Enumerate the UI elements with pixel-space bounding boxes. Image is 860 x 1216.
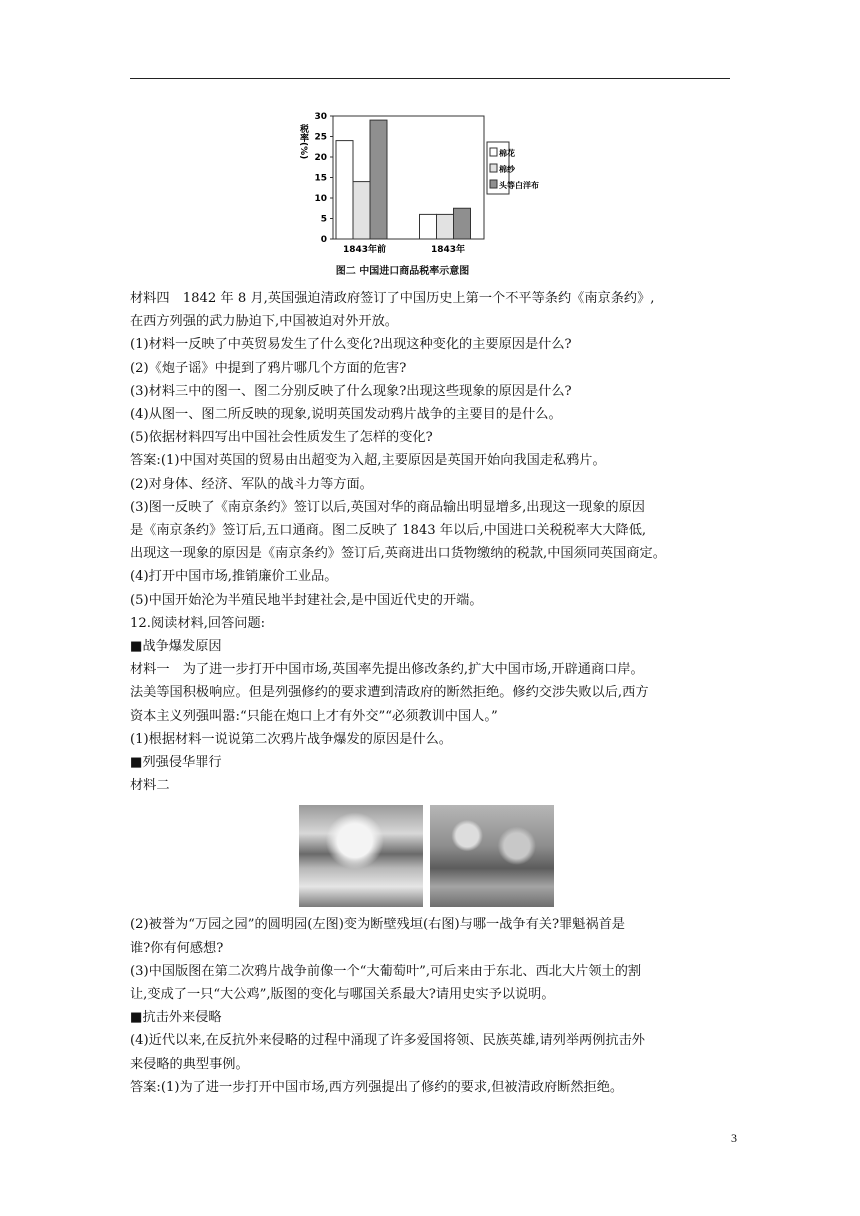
question-line: 让,变成了一只“大公鸡”,版图的变化与哪国关系最大?请用史实予以说明。 (130, 987, 555, 1003)
bar-棉纱 (437, 214, 454, 239)
question-line: (4)从图一、图二所反映的现象,说明英国发动鸦片战争的主要目的是什么。 (130, 407, 562, 423)
yuanmingyuan-before-photo (299, 805, 423, 907)
yuanmingyuan-ruins-photo (430, 805, 554, 907)
bar-棉花 (420, 214, 437, 239)
legend-swatch (490, 180, 497, 188)
answer-line: (5)中国开始沦为半殖民地半封建社会,是中国近代史的开端。 (130, 592, 483, 608)
legend-label: 头等白洋布 (499, 181, 539, 190)
y-tick-label: 15 (314, 173, 327, 184)
question-line: (2)被誉为“万园之园”的圆明园(左图)变为断壁残垣(右图)与哪一战争有关?罪魁祸首是 (130, 917, 625, 933)
header-rule (130, 78, 730, 79)
bar-棉纱 (353, 182, 370, 239)
question-line: (1)材料一反映了中英贸易发生了什么变化?出现这种变化的主要原因是什么? (130, 337, 572, 353)
photo-pair (299, 805, 740, 909)
answer-line: 出现这一现象的原因是《南京条约》签订后,英商进出口货物缴纳的税款,中国须同英国商定。 (130, 546, 666, 562)
y-tick-label: 0 (320, 235, 327, 245)
tax-rate-chart (295, 110, 539, 277)
question-line: 谁?你有何感想? (130, 940, 224, 956)
y-tick-label: 30 (314, 112, 327, 122)
section-heading: ■抗击外来侵略 (130, 1010, 222, 1026)
text-line: 在西方列强的武力胁迫下,中国被迫对外开放。 (130, 314, 398, 330)
question-line: 来侵略的典型事例。 (130, 1056, 249, 1072)
document-body (130, 287, 740, 1099)
question-line: (1)根据材料一说说第二次鸦片战争爆发的原因是什么。 (130, 731, 452, 747)
question-line: (3)材料三中的图一、图二分别反映了什么现象?出现这些现象的原因是什么? (130, 383, 572, 399)
chart-title: 图二 中国进口商品税率示意图 (335, 266, 470, 277)
answer-line: (2)对身体、经济、军队的战斗力等方面。 (130, 476, 373, 492)
legend-label: 棉纱 (499, 165, 515, 174)
legend-swatch (490, 148, 497, 156)
x-tick-label: 1843年 (430, 245, 466, 255)
y-tick-label: 25 (314, 132, 327, 143)
text-line: 资本主义列强叫嚣:“只能在炮口上才有外交”“必须教训中国人。” (130, 708, 498, 724)
legend-swatch (490, 164, 497, 172)
y-tick-label: 20 (314, 153, 327, 163)
chart-svg (295, 110, 539, 260)
question-line: (5)依据材料四写出中国社会性质发生了怎样的变化? (130, 430, 433, 446)
bar-头等白洋布 (454, 208, 471, 239)
section-heading: ■列强侵华罪行 (130, 755, 222, 771)
y-tick-label: 5 (320, 214, 327, 225)
section-heading: ■战争爆发原因 (130, 639, 222, 655)
text-line: 法美等国积极响应。但是列强修约的要求遭到清政府的断然拒绝。修约交涉失败以后,西方 (130, 685, 649, 701)
answer-line: (3)图一反映了《南京条约》签订以后,英国对华的商品输出明显增多,出现这一现象的原因 (130, 499, 645, 515)
text-line: 材料四 1842 年 8 月,英国强迫清政府签订了中国历史上第一个不平等条约《南京条约》, (130, 291, 655, 306)
answer-line: 是《南京条约》签订后,五口通商。图二反映了 1843 年以后,中国进口关税税率大大降低, (130, 523, 647, 539)
y-axis-label: 税率(%) (298, 124, 308, 160)
page-number: 3 (731, 1131, 737, 1145)
bar-棉花 (336, 141, 353, 239)
legend-label: 棉花 (499, 149, 515, 158)
question-heading: 12.阅读材料,回答问题: (130, 615, 266, 631)
answer-line: (4)打开中国市场,推销廉价工业品。 (130, 569, 338, 585)
answer-line: 答案:(1)为了进一步打开中国市场,西方列强提出了修约的要求,但被清政府断然拒绝。 (130, 1079, 624, 1095)
question-line: (4)近代以来,在反抗外来侵略的过程中涌现了许多爱国将领、民族英雄,请列举两例抗击外 (130, 1033, 645, 1049)
answer-line: 答案:(1)中国对英国的贸易由出超变为入超,主要原因是英国开始向我国走私鸦片。 (130, 453, 606, 469)
question-line: (3)中国版图在第二次鸦片战争前像一个“大葡萄叶”,可后来由于东北、西北大片领土的割 (130, 963, 642, 979)
x-tick-label: 1843年前 (342, 245, 387, 255)
text-line: 材料二 (130, 778, 170, 794)
y-tick-label: 10 (314, 194, 327, 204)
text-line: 材料一 为了进一步打开中国市场,英国率先提出修改条约,扩大中国市场,开辟通商口岸。 (130, 662, 644, 678)
question-line: (2)《炮子谣》中提到了鸦片哪几个方面的危害? (130, 360, 407, 376)
bar-头等白洋布 (370, 120, 387, 239)
